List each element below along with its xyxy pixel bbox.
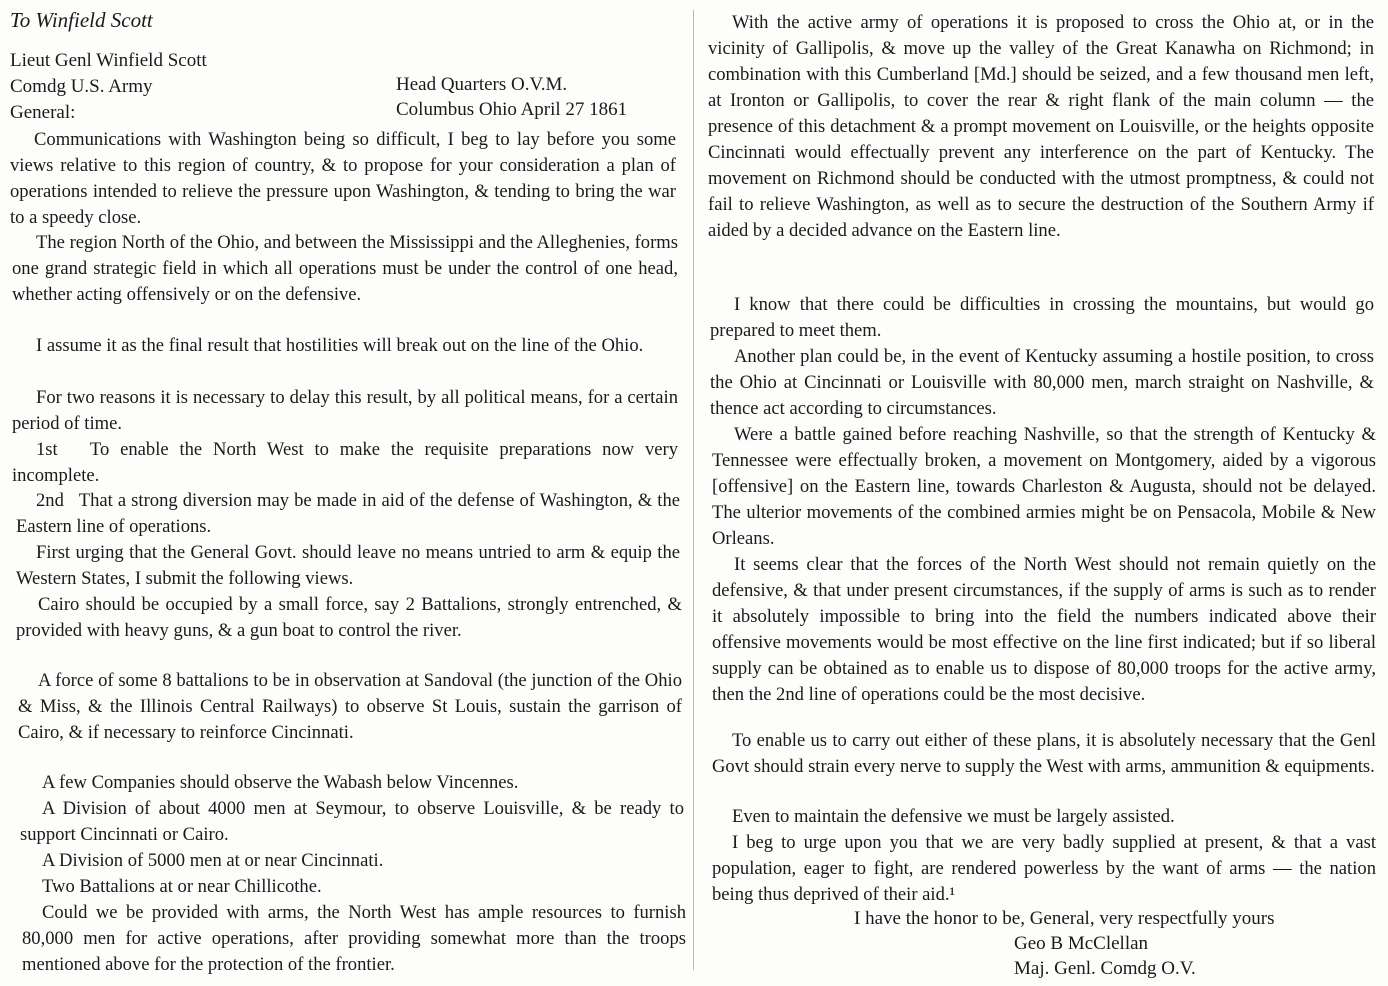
paragraph: Another plan could be, in the event of Kentucky assuming a hostile position, to cross the Ohio at Cincinnati or Louisville with 80,000 men, march straight on Nashville, & thence act according to circumstances. [710,346,1374,419]
paragraph: A Division of about 4000 men at Seymour, to observe Louisville, & be ready to support Cincinnati or Cairo. [20,798,684,845]
paragraph: The region North of the Ohio, and between the Mississippi and the Alleghenies, forms one grand strategic field in which all operations must be under the control of one head, whether acting offensively or on the defensive. [12,232,678,305]
paragraph: I assume it as the final result that hostilities will break out on the line of the Ohio. [36,335,644,356]
paragraph: Even to maintain the defensive we must be largely assisted. [732,806,1175,827]
paragraph: It seems clear that the forces of the North West should not remain quietly on the defensive, & that under present circumstances, if the supply of arms is such as to render it absolutely impossible to bring into the field the numbers indicated above their offensive movements would be most effective on the line first indicated; but if so liberal supply can be obtained as to enable us to dispose of 80,000 troops for the active army, then the 2nd line of operations could be the most decisive. [712,554,1376,705]
paragraph: With the active army of operations it is proposed to cross the Ohio at, or in the vicinity of Gallipolis, & move up the valley of the Great Kanawha on Richmond; in combination with this Cumberland [Md.] should be seized, and a few thousand men left, at Ironton or Gallipolis, to cover the rear & right flank of the main column — the presence of this detachment & a prompt movement on Louisville, or the heights opposite Cincinnati would effectually prevent any interference on the part of Kentucky. The movement on Richmond should be conducted with the utmost promptness, & could not fail to relieve Washington, as well as to secure the destruction of the Southern Army if aided by a decided advance on the Eastern line. [708,12,1374,241]
closing-line: I have the honor to be, General, very respectfully yours [854,908,1275,929]
salutation: General: [10,102,76,123]
paragraph: A force of some 8 battalions to be in observation at Sandoval (the junction of the Ohio & Miss, & the Illinois Central Railways) to observe St Louis, sustain the garrison of Cairo, & if necessary to reinforce Cincinnati. [18,670,682,743]
column-divider [693,10,694,970]
addressee-name: Lieut Genl Winfield Scott [10,50,207,71]
addressee-title: Comdg U.S. Army [10,76,153,97]
paragraph: For two reasons it is necessary to delay this result, by all political means, for a certain period of time. [12,387,678,434]
paragraph: Were a battle gained before reaching Nashville, so that the strength of Kentucky & Tennessee were effectually broken, a movement on Montgomery, aided by a vigorous [offensive] on the Eastern line, towards Charleston & Augusta, should not be delayed. The ulterior movements of the combined armies might be on Pensacola, Mobile & New Orleans. [712,424,1376,549]
paragraph: I know that there could be difficulties in crossing the mountains, but would go prepared to meet them. [710,294,1374,341]
paragraph: Cairo should be occupied by a small force, say 2 Battalions, strongly entrenched, & provided with heavy guns, & a gun boat to control the river. [16,594,682,641]
signature-rank: Maj. Genl. Comdg O.V. [1014,958,1196,979]
paragraph: A few Companies should observe the Wabash below Vincennes. [42,772,519,793]
paragraph: Communications with Washington being so difficult, I beg to lay before you some views relative to this region of country, & to propose for your consideration a plan of operations intended to relieve the pressure upon Washington, & tending to bring the war to a speedy close. [10,129,676,228]
headquarters-line: Head Quarters O.V.M. [396,74,568,95]
signature-name: Geo B McClellan [1014,933,1149,954]
paragraph: 2nd That a strong diversion may be made in aid of the defense of Washington, & the Eastern line of operations. [16,490,685,537]
paragraph: Two Battalions at or near Chillicothe. [42,876,322,897]
paragraph: I beg to urge upon you that we are very badly supplied at present, & that a vast population, eager to fight, are rendered powerless by the want of arms — the nation being thus deprived of their aid.¹ [712,832,1376,905]
place-date-line: Columbus Ohio April 27 1861 [396,99,628,120]
paragraph: First urging that the General Govt. should leave no means untried to arm & equip the Western States, I submit the following views. [16,542,680,589]
paragraph: A Division of 5000 men at or near Cincinnati. [42,850,384,871]
paragraph: 1st To enable the North West to make the requisite preparations now very incomplete. [12,439,683,486]
paragraph: To enable us to carry out either of these plans, it is absolutely necessary that the Genl Govt should strain every nerve to supply the West with arms, ammunition & equipments. [712,730,1376,777]
letter-title: To Winfield Scott [10,8,153,32]
paragraph: Could we be provided with arms, the North West has ample resources to furnish 80,000 men for active operations, after providing somewhat more than the troops mentioned above for the protection of the frontier. [22,902,686,975]
